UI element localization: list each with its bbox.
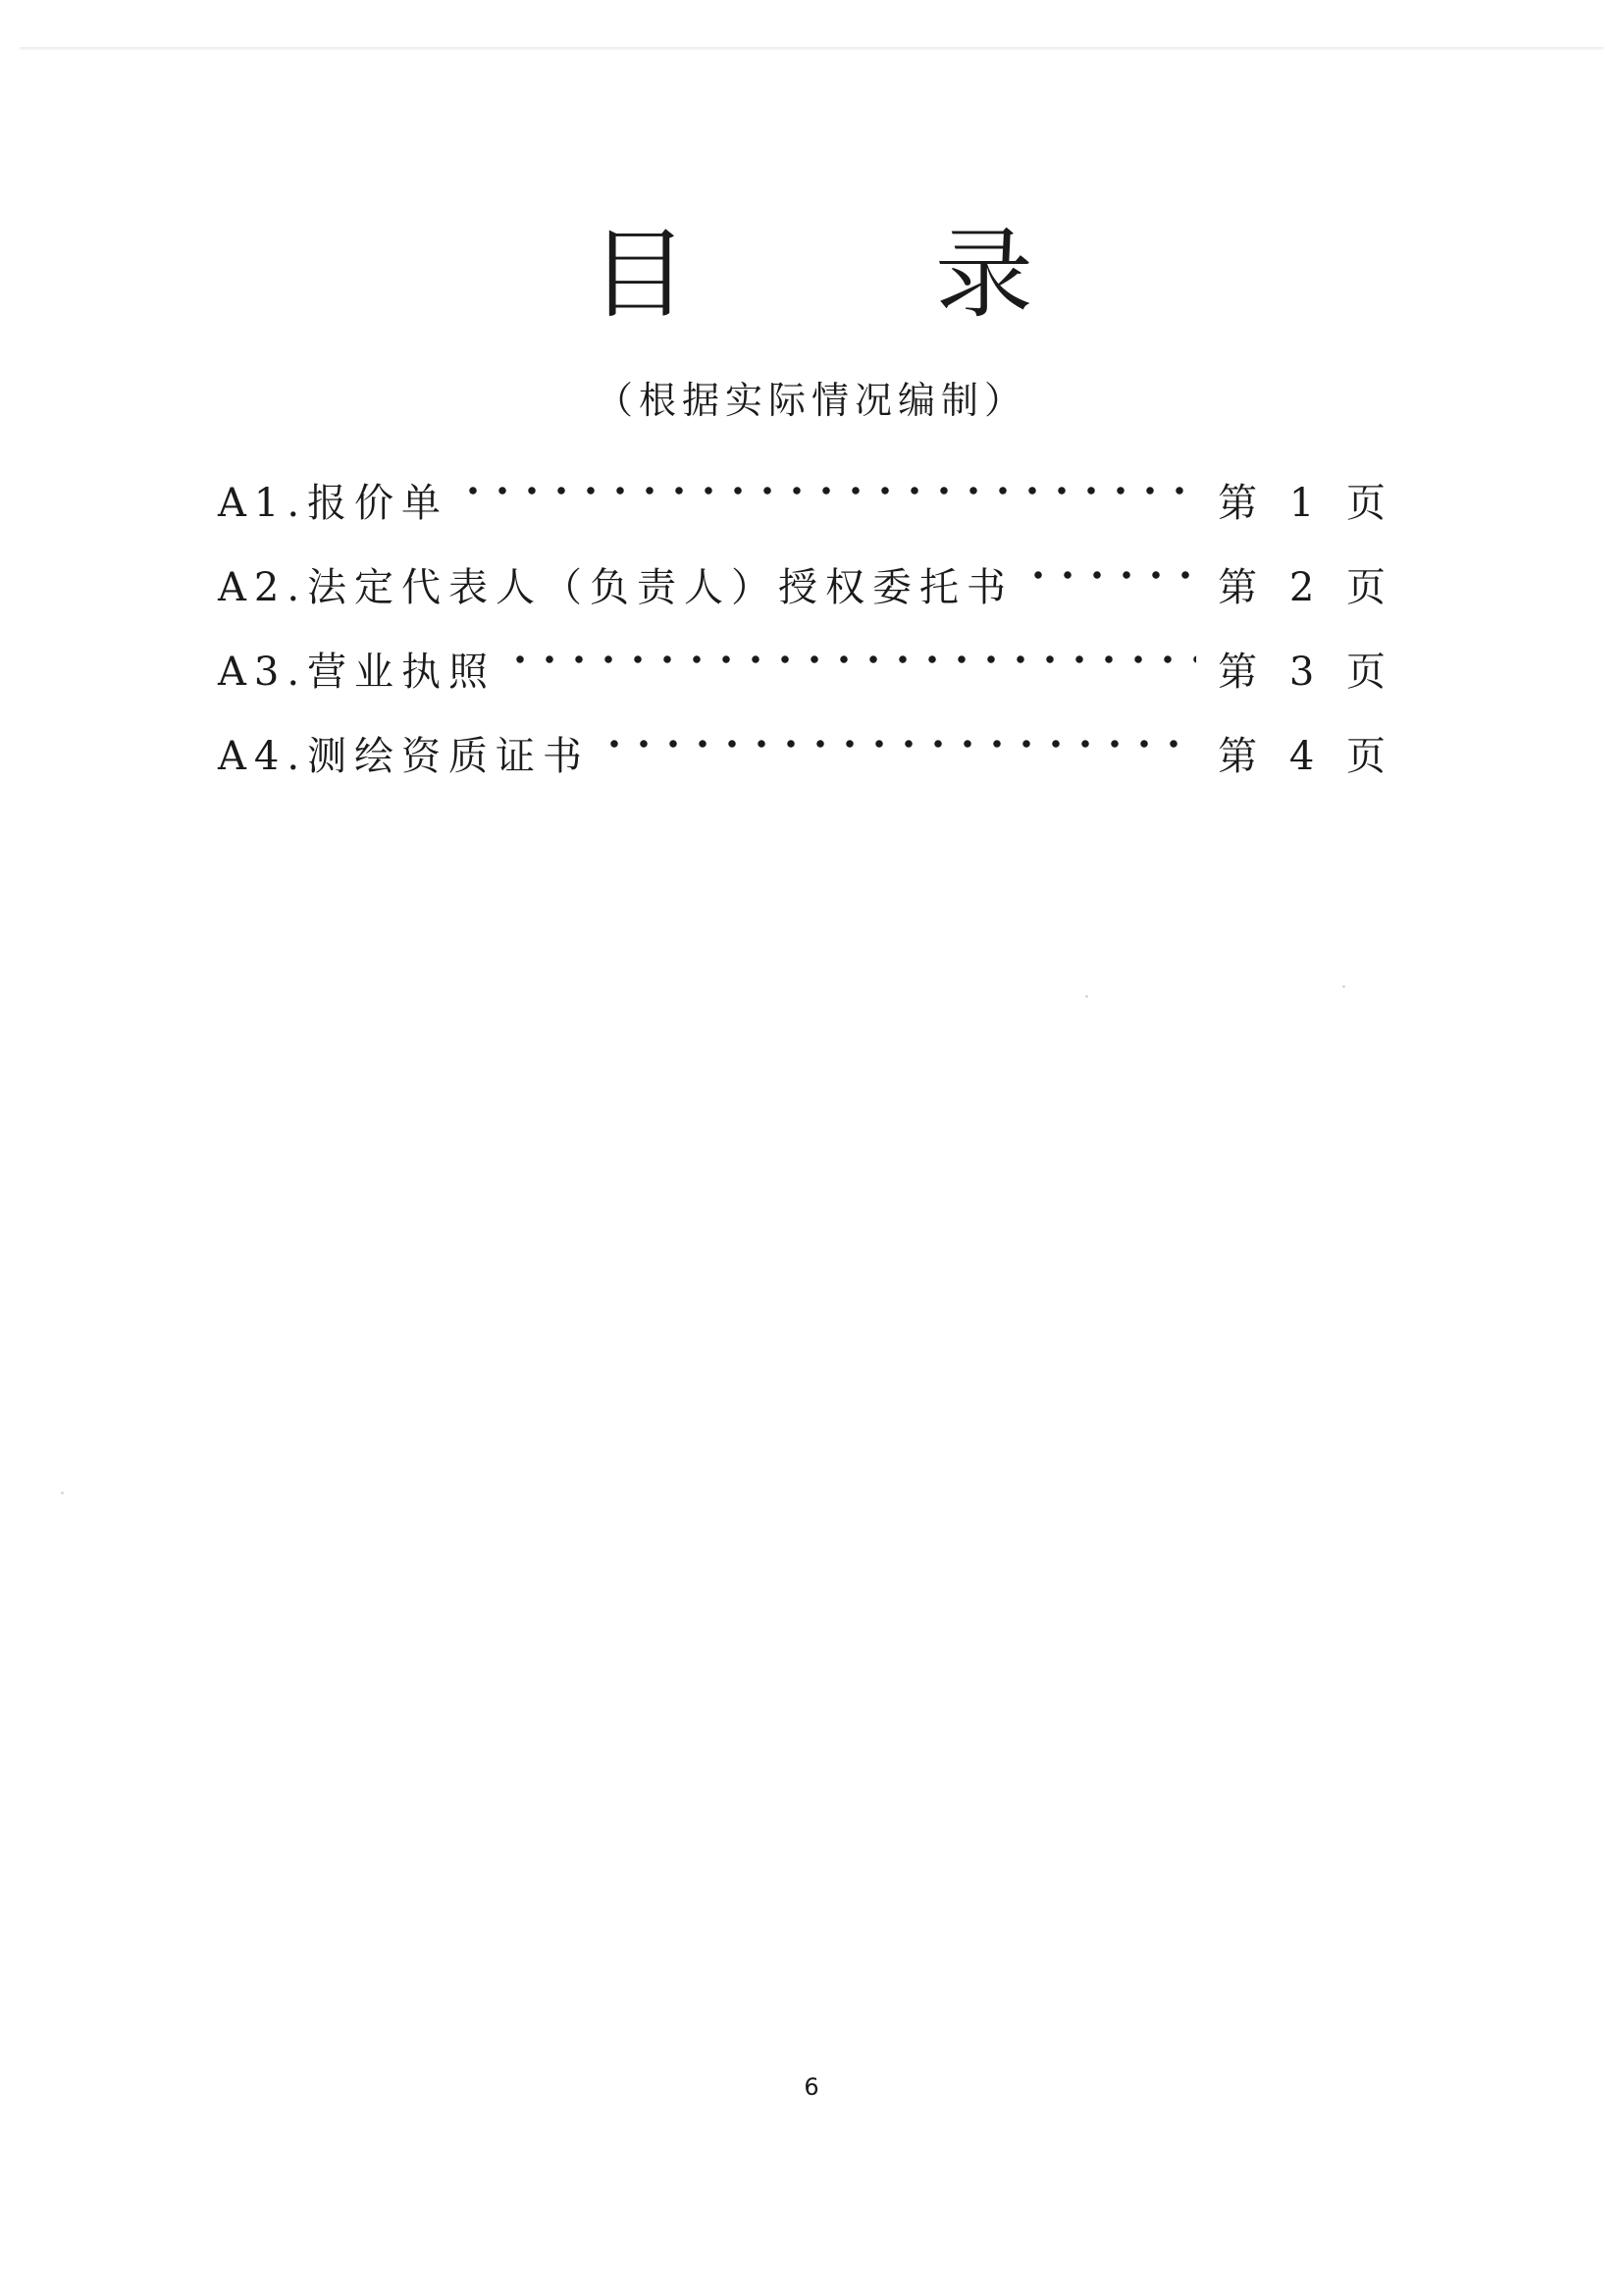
scan-speck xyxy=(1342,985,1345,988)
toc-entry-page: 第 2 页 xyxy=(1218,565,1395,610)
scan-speck xyxy=(61,1491,64,1494)
toc-entry-page: 第 1 页 xyxy=(1218,481,1395,526)
document-title: 目 录 xyxy=(590,217,1141,332)
scan-edge-line xyxy=(20,47,1603,50)
toc-entry-page: 第 3 页 xyxy=(1218,650,1395,695)
dot-leader xyxy=(458,461,1196,516)
table-of-contents xyxy=(218,461,1395,799)
toc-entry xyxy=(218,461,1395,546)
toc-entry-label: A3.营业执照 xyxy=(218,650,497,695)
toc-entry xyxy=(218,714,1395,799)
dot-leader xyxy=(505,630,1196,685)
toc-entry-page: 第 4 页 xyxy=(1218,734,1395,779)
document-subtitle: （根据实际情况编制） xyxy=(595,379,1027,422)
toc-entry-label: A4.测绘资质证书 xyxy=(218,734,591,779)
dot-leader xyxy=(600,714,1196,769)
toc-entry-label: A2.法定代表人（负责人）授权委托书 xyxy=(218,565,1015,610)
dot-leader xyxy=(1023,546,1196,600)
page-number: 6 xyxy=(804,2073,819,2101)
toc-entry-label: A1.报价单 xyxy=(218,481,449,526)
toc-entry xyxy=(218,630,1395,714)
toc-entry xyxy=(218,546,1395,630)
scan-speck xyxy=(1085,995,1088,998)
